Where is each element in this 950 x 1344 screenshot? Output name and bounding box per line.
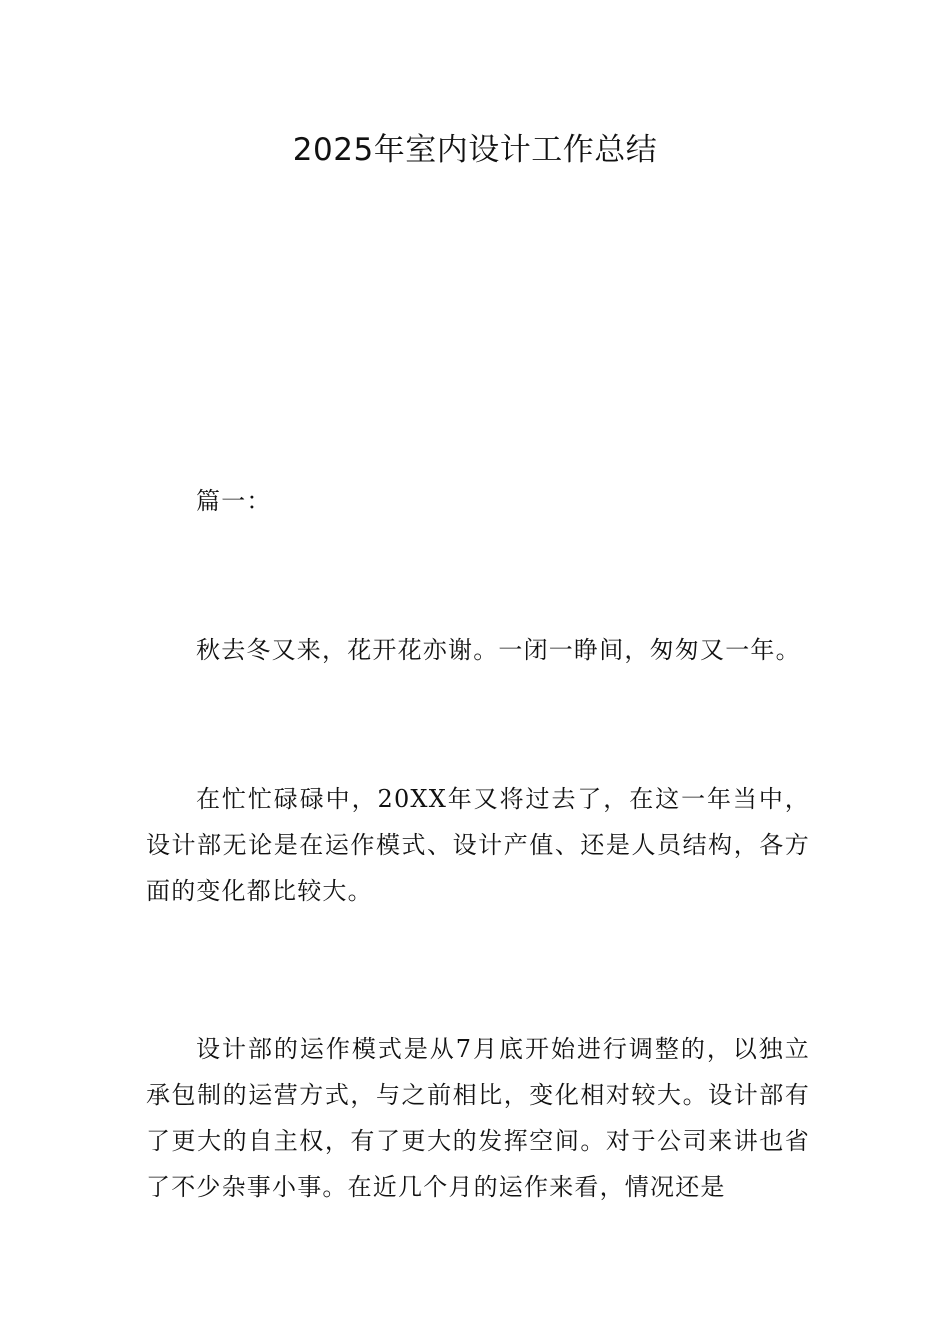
- section-heading: 篇一：: [196, 487, 272, 515]
- document-title: 2025年室内设计工作总结: [292, 132, 658, 168]
- paragraph-3: 设计部的运作模式是从7月底开始进行调整的，以独立承包制的运营方式，与之前相比，变化相对较大。设计部有了更大的自主权，有了更大的发挥空间。对于公司来讲也省了不少杂事小事。在近几个月的运作来看，情况还是: [146, 1035, 810, 1201]
- paragraph-1: 秋去冬又来，花开花亦谢。一闭一睁间，匆匆又一年。: [196, 636, 801, 664]
- paragraph-2: 在忙忙碌碌中，20XX年又将过去了，在这一年当中，设计部无论是在运作模式、设计产值、还是人员结构，各方面的变化都比较大。: [146, 785, 810, 905]
